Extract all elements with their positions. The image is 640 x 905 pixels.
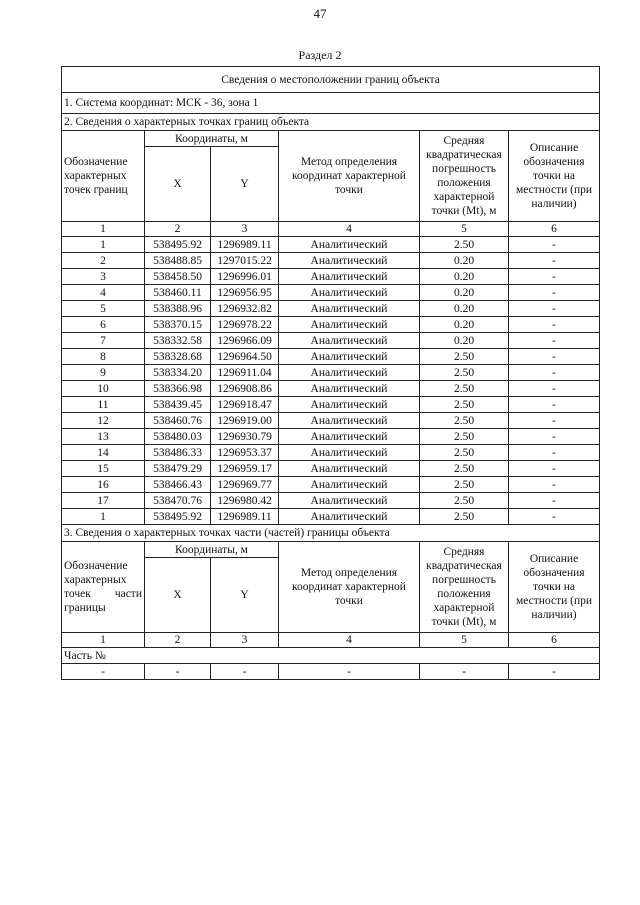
empty-cell: - bbox=[211, 664, 279, 680]
x-value: 538439.45 bbox=[145, 397, 211, 413]
point-number: 17 bbox=[62, 493, 145, 509]
col-number: 6 bbox=[509, 222, 600, 237]
y-value: 1296930.79 bbox=[211, 429, 279, 445]
error-value: 0.20 bbox=[420, 253, 509, 269]
error-value: 2.50 bbox=[420, 413, 509, 429]
empty-cell: - bbox=[279, 664, 420, 680]
empty-cell: - bbox=[420, 664, 509, 680]
error-value: 2.50 bbox=[420, 461, 509, 477]
x-value: 538488.85 bbox=[145, 253, 211, 269]
method-value: Аналитический bbox=[279, 461, 420, 477]
description-value: - bbox=[509, 461, 600, 477]
method-value: Аналитический bbox=[279, 285, 420, 301]
parts-header-y: Y bbox=[211, 558, 279, 633]
description-value: - bbox=[509, 333, 600, 349]
section-title: Раздел 2 bbox=[298, 48, 342, 62]
y-value: 1296966.09 bbox=[211, 333, 279, 349]
col-number: 3 bbox=[211, 633, 279, 648]
x-value: 538479.29 bbox=[145, 461, 211, 477]
point-number: 14 bbox=[62, 445, 145, 461]
y-value: 1296932.82 bbox=[211, 301, 279, 317]
table-row bbox=[62, 253, 600, 269]
point-number: 7 bbox=[62, 333, 145, 349]
method-value: Аналитический bbox=[279, 237, 420, 253]
table-row bbox=[62, 269, 600, 285]
y-value: 1296911.04 bbox=[211, 365, 279, 381]
description-value: - bbox=[509, 285, 600, 301]
description-value: - bbox=[509, 365, 600, 381]
y-value: 1296969.77 bbox=[211, 477, 279, 493]
x-value: 538328.68 bbox=[145, 349, 211, 365]
y-value: 1296964.50 bbox=[211, 349, 279, 365]
col-number: 6 bbox=[509, 633, 600, 648]
col-number: 2 bbox=[145, 633, 211, 648]
point-number: 15 bbox=[62, 461, 145, 477]
header-point-name: Обозначение характерных точек границ bbox=[62, 131, 145, 222]
table-row bbox=[62, 317, 600, 333]
method-value: Аналитический bbox=[279, 349, 420, 365]
x-value: 538486.33 bbox=[145, 445, 211, 461]
point-number: 1 bbox=[62, 237, 145, 253]
description-value: - bbox=[509, 317, 600, 333]
header-row-1 bbox=[62, 131, 600, 147]
error-value: 0.20 bbox=[420, 317, 509, 333]
y-value: 1296953.37 bbox=[211, 445, 279, 461]
point-number: 4 bbox=[62, 285, 145, 301]
col-number: 3 bbox=[211, 222, 279, 237]
description-value: - bbox=[509, 477, 600, 493]
col-number: 4 bbox=[279, 633, 420, 648]
x-value: 538495.92 bbox=[145, 237, 211, 253]
x-value: 538334.20 bbox=[145, 365, 211, 381]
parts-header-method: Метод определения координат характерной точки bbox=[279, 542, 420, 633]
x-value: 538370.15 bbox=[145, 317, 211, 333]
header-method: Метод определения координат характерной точки bbox=[279, 131, 420, 222]
parts-header-point-name: Обозначение характерных точек части границы bbox=[62, 542, 145, 633]
point-number: 9 bbox=[62, 365, 145, 381]
empty-part-row bbox=[62, 664, 600, 680]
table-row bbox=[62, 333, 600, 349]
description-value: - bbox=[509, 349, 600, 365]
header-coordinates: Координаты, м bbox=[145, 131, 279, 147]
parts-header-row-1 bbox=[62, 542, 600, 558]
y-value: 1296989.11 bbox=[211, 509, 279, 525]
x-value: 538460.76 bbox=[145, 413, 211, 429]
table-row bbox=[62, 301, 600, 317]
method-value: Аналитический bbox=[279, 333, 420, 349]
empty-cell: - bbox=[62, 664, 145, 680]
boundary-table bbox=[61, 66, 600, 680]
y-value: 1296989.11 bbox=[211, 237, 279, 253]
error-value: 2.50 bbox=[420, 397, 509, 413]
point-number: 13 bbox=[62, 429, 145, 445]
description-value: - bbox=[509, 253, 600, 269]
error-value: 2.50 bbox=[420, 381, 509, 397]
description-value: - bbox=[509, 237, 600, 253]
error-value: 0.20 bbox=[420, 333, 509, 349]
empty-cell: - bbox=[145, 664, 211, 680]
y-value: 1296959.17 bbox=[211, 461, 279, 477]
point-number: 8 bbox=[62, 349, 145, 365]
error-value: 0.20 bbox=[420, 269, 509, 285]
table-row bbox=[62, 509, 600, 525]
method-value: Аналитический bbox=[279, 381, 420, 397]
header-y: Y bbox=[211, 147, 279, 222]
header-description: Описание обозначения точки на местности (при наличии) bbox=[509, 131, 600, 222]
description-value: - bbox=[509, 269, 600, 285]
part-label-row bbox=[62, 648, 600, 664]
description-value: - bbox=[509, 301, 600, 317]
parts-heading-row bbox=[62, 525, 600, 542]
error-value: 2.50 bbox=[420, 477, 509, 493]
table-row bbox=[62, 397, 600, 413]
parts-header-error: Средняя квадратическая погрешность положения характерной точки (Mt), м bbox=[420, 542, 509, 633]
page-number: 47 bbox=[313, 6, 327, 21]
table-title: Сведения о местоположении границ объекта bbox=[62, 67, 600, 93]
x-value: 538460.11 bbox=[145, 285, 211, 301]
method-value: Аналитический bbox=[279, 397, 420, 413]
description-value: - bbox=[509, 445, 600, 461]
method-value: Аналитический bbox=[279, 493, 420, 509]
point-number: 16 bbox=[62, 477, 145, 493]
method-value: Аналитический bbox=[279, 317, 420, 333]
table-row bbox=[62, 285, 600, 301]
y-value: 1296919.00 bbox=[211, 413, 279, 429]
header-error: Средняя квадратическая погрешность положения характерной точки (Mt), м bbox=[420, 131, 509, 222]
parts-header-coordinates: Координаты, м bbox=[145, 542, 279, 558]
y-value: 1296996.01 bbox=[211, 269, 279, 285]
point-number: 2 bbox=[62, 253, 145, 269]
description-value: - bbox=[509, 429, 600, 445]
x-value: 538495.92 bbox=[145, 509, 211, 525]
x-value: 538480.03 bbox=[145, 429, 211, 445]
method-value: Аналитический bbox=[279, 477, 420, 493]
method-value: Аналитический bbox=[279, 301, 420, 317]
table-row bbox=[62, 413, 600, 429]
method-value: Аналитический bbox=[279, 413, 420, 429]
y-value: 1296918.47 bbox=[211, 397, 279, 413]
method-value: Аналитический bbox=[279, 509, 420, 525]
table-title-row bbox=[62, 67, 600, 93]
y-value: 1297015.22 bbox=[211, 253, 279, 269]
table-row bbox=[62, 461, 600, 477]
error-value: 2.50 bbox=[420, 509, 509, 525]
error-value: 2.50 bbox=[420, 429, 509, 445]
description-value: - bbox=[509, 413, 600, 429]
y-value: 1296908.86 bbox=[211, 381, 279, 397]
header-x: X bbox=[145, 147, 211, 222]
description-value: - bbox=[509, 509, 600, 525]
table-row bbox=[62, 237, 600, 253]
parts-heading: 3. Сведения о характерных точках части (частей) границы объекта bbox=[62, 525, 600, 542]
parts-column-numbers-row bbox=[62, 633, 600, 648]
table-row bbox=[62, 365, 600, 381]
points-heading: 2. Сведения о характерных точках границ объекта bbox=[62, 114, 600, 131]
col-number: 4 bbox=[279, 222, 420, 237]
coord-system: 1. Система координат: МСК - 36, зона 1 bbox=[62, 93, 600, 114]
point-number: 6 bbox=[62, 317, 145, 333]
col-number: 1 bbox=[62, 633, 145, 648]
point-number: 12 bbox=[62, 413, 145, 429]
x-value: 538458.50 bbox=[145, 269, 211, 285]
error-value: 2.50 bbox=[420, 365, 509, 381]
method-value: Аналитический bbox=[279, 365, 420, 381]
method-value: Аналитический bbox=[279, 429, 420, 445]
x-value: 538366.98 bbox=[145, 381, 211, 397]
x-value: 538388.96 bbox=[145, 301, 211, 317]
col-number: 1 bbox=[62, 222, 145, 237]
x-value: 538470.76 bbox=[145, 493, 211, 509]
table-row bbox=[62, 477, 600, 493]
col-number: 2 bbox=[145, 222, 211, 237]
point-number: 10 bbox=[62, 381, 145, 397]
table-row bbox=[62, 349, 600, 365]
table-row bbox=[62, 493, 600, 509]
description-value: - bbox=[509, 381, 600, 397]
error-value: 2.50 bbox=[420, 237, 509, 253]
table-row bbox=[62, 381, 600, 397]
method-value: Аналитический bbox=[279, 253, 420, 269]
point-number: 3 bbox=[62, 269, 145, 285]
description-value: - bbox=[509, 397, 600, 413]
part-label: Часть № bbox=[62, 648, 600, 664]
point-number: 11 bbox=[62, 397, 145, 413]
error-value: 0.20 bbox=[420, 285, 509, 301]
method-value: Аналитический bbox=[279, 269, 420, 285]
col-number: 5 bbox=[420, 633, 509, 648]
description-value: - bbox=[509, 493, 600, 509]
y-value: 1296980.42 bbox=[211, 493, 279, 509]
parts-header-description: Описание обозначения точки на местности (при наличии) bbox=[509, 542, 600, 633]
coord-system-row bbox=[62, 93, 600, 114]
error-value: 0.20 bbox=[420, 301, 509, 317]
col-number: 5 bbox=[420, 222, 509, 237]
table-row bbox=[62, 429, 600, 445]
y-value: 1296956.95 bbox=[211, 285, 279, 301]
point-number: 5 bbox=[62, 301, 145, 317]
method-value: Аналитический bbox=[279, 445, 420, 461]
points-heading-row bbox=[62, 114, 600, 131]
table-row bbox=[62, 445, 600, 461]
x-value: 538332.58 bbox=[145, 333, 211, 349]
error-value: 2.50 bbox=[420, 349, 509, 365]
parts-header-x: X bbox=[145, 558, 211, 633]
x-value: 538466.43 bbox=[145, 477, 211, 493]
point-number: 1 bbox=[62, 509, 145, 525]
y-value: 1296978.22 bbox=[211, 317, 279, 333]
column-numbers-row bbox=[62, 222, 600, 237]
error-value: 2.50 bbox=[420, 493, 509, 509]
error-value: 2.50 bbox=[420, 445, 509, 461]
empty-cell: - bbox=[509, 664, 600, 680]
